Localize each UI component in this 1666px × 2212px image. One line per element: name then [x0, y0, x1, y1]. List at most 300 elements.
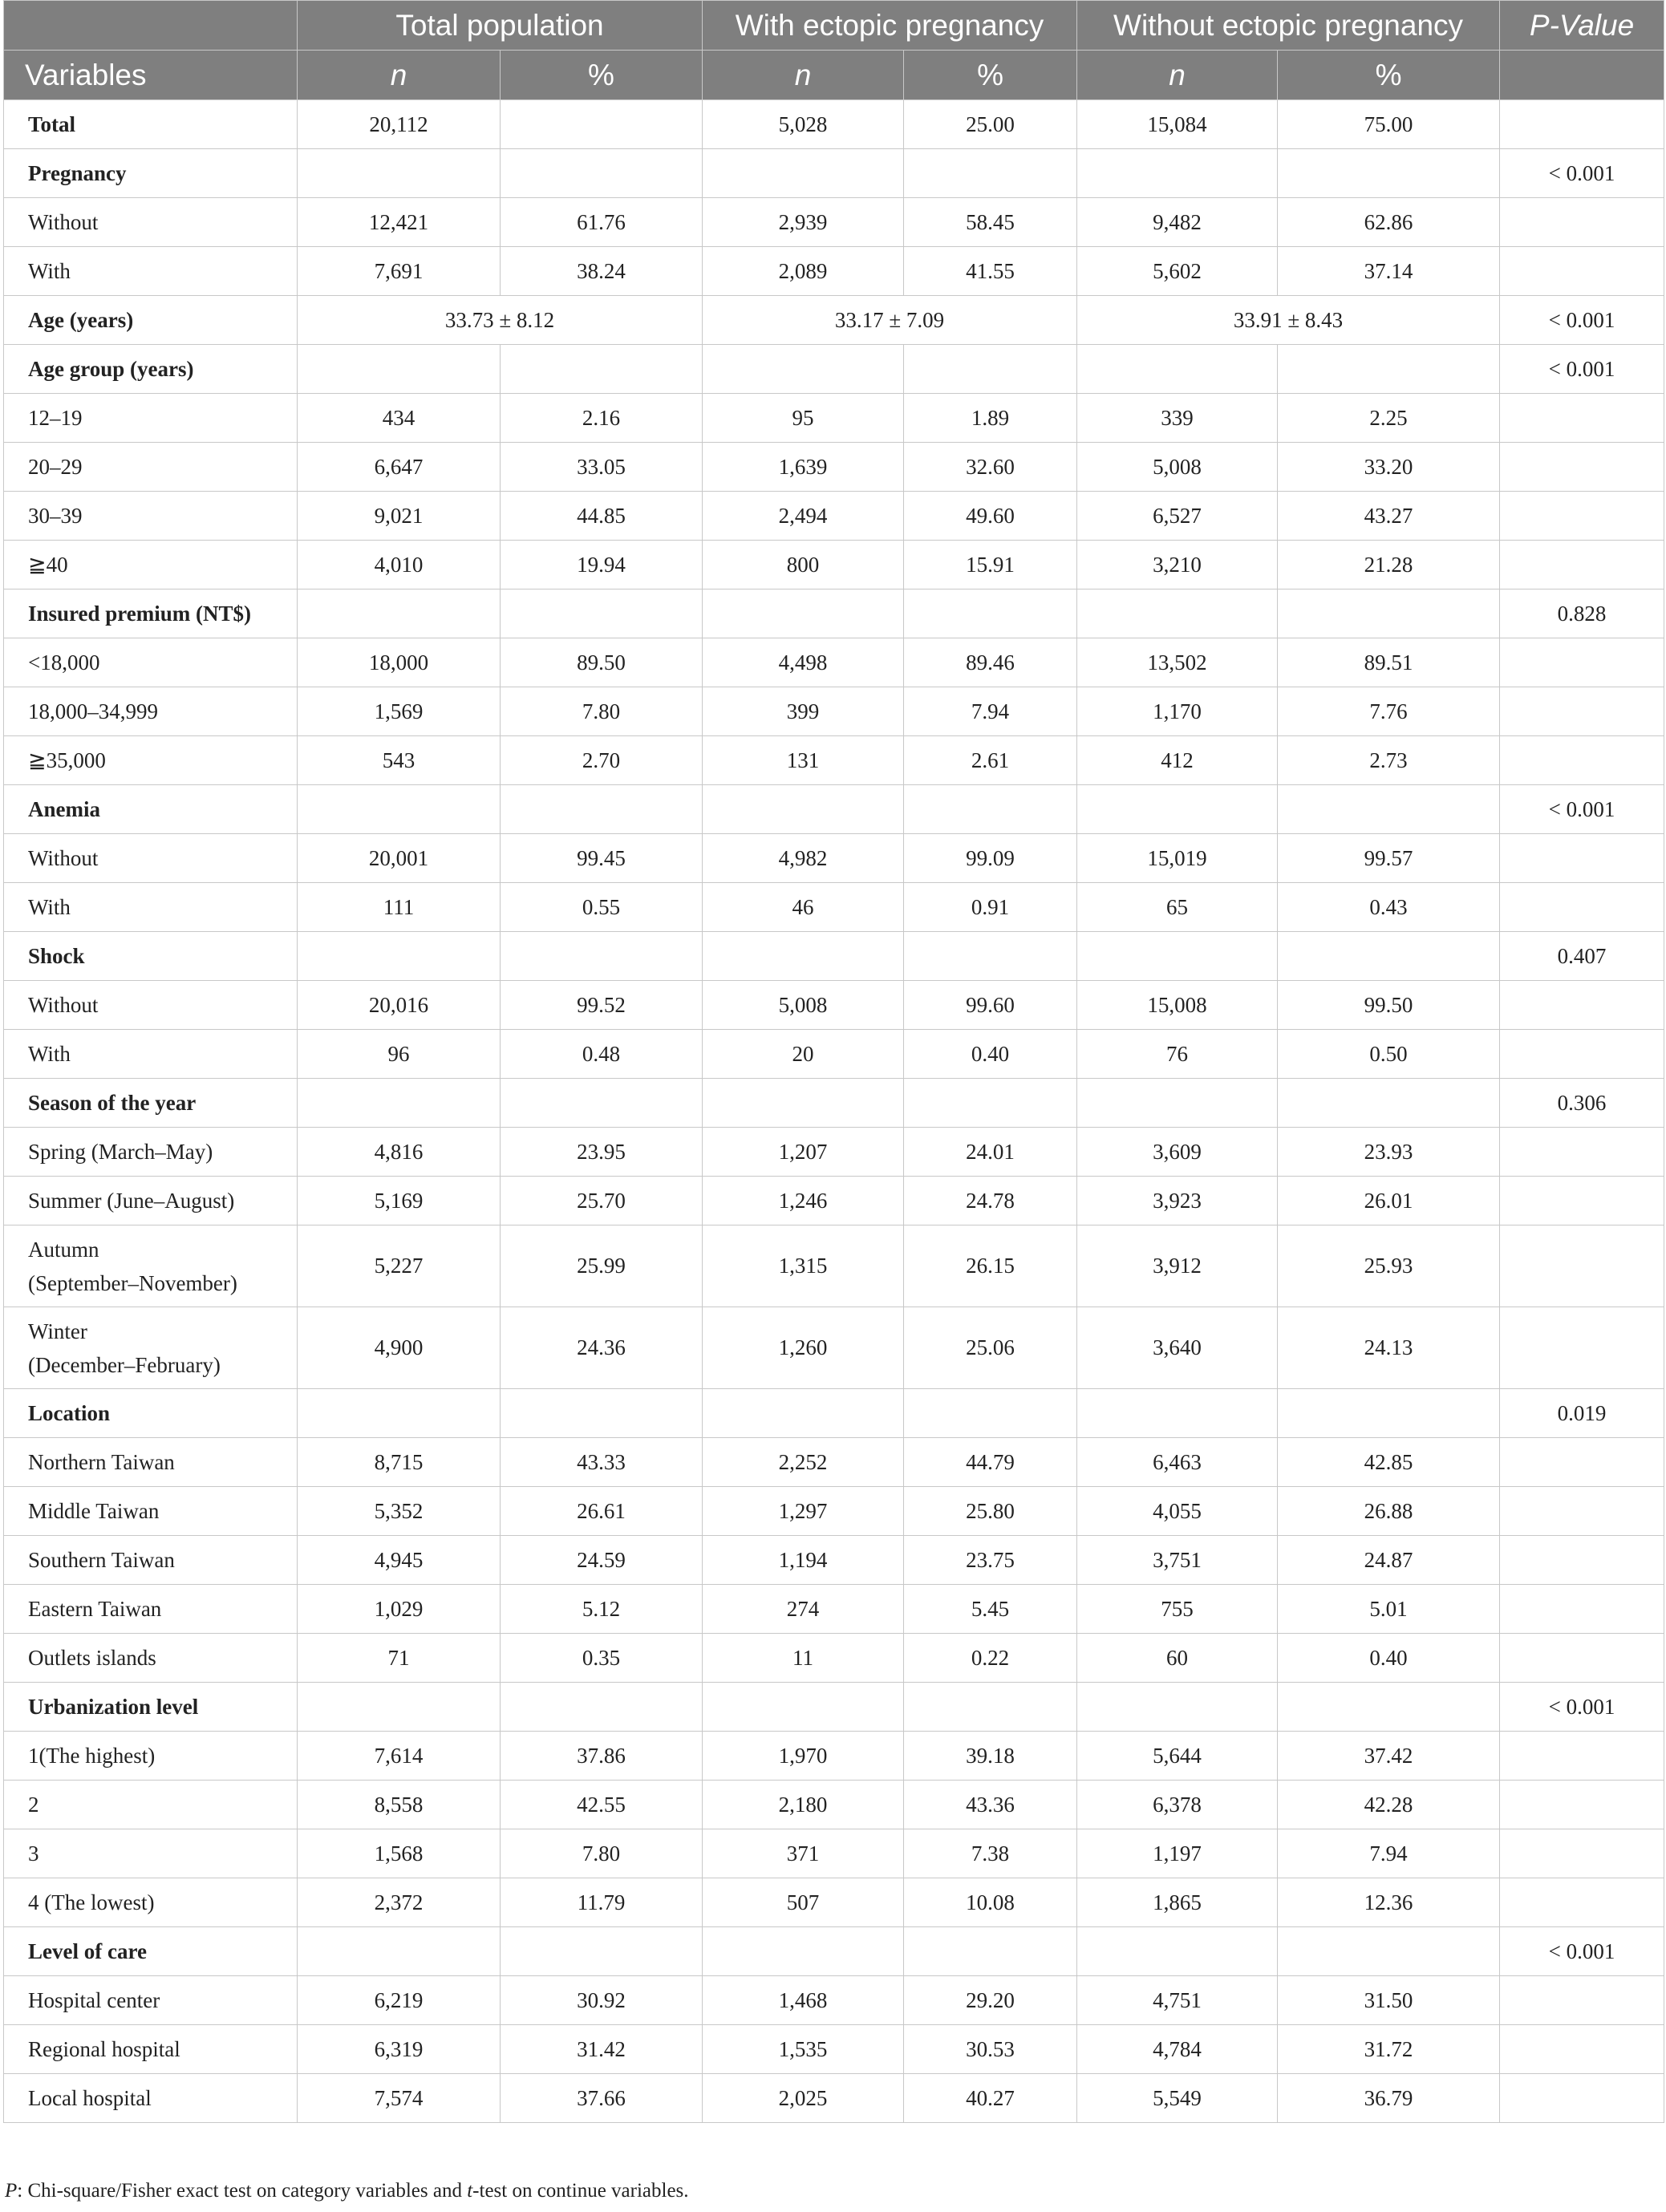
- header-n: n: [1077, 51, 1278, 100]
- value-cell: 0.35: [501, 1634, 703, 1683]
- row-label: Age group (years): [4, 345, 298, 394]
- table-row: [4, 1438, 1664, 1487]
- header-percent: %: [904, 51, 1077, 100]
- row-label: With: [4, 247, 298, 296]
- value-cell: 24.59: [501, 1536, 703, 1585]
- value-cell: 37.86: [501, 1732, 703, 1781]
- value-cell: 1,246: [703, 1177, 904, 1226]
- value-cell: [501, 345, 703, 394]
- value-cell: 43.33: [501, 1438, 703, 1487]
- value-cell: 507: [703, 1878, 904, 1927]
- value-cell: 339: [1077, 394, 1278, 443]
- value-cell: 5,028: [703, 100, 904, 149]
- value-cell: [298, 345, 501, 394]
- value-cell: 111: [298, 883, 501, 932]
- p-value-cell: [1500, 1438, 1664, 1487]
- table-row: [4, 785, 1664, 834]
- table-row: [4, 1927, 1664, 1976]
- value-cell: 19.94: [501, 541, 703, 589]
- value-cell: 43.36: [904, 1781, 1077, 1829]
- row-label: Spring (March–May): [4, 1128, 298, 1177]
- table-row: [4, 198, 1664, 247]
- value-cell: 0.55: [501, 883, 703, 932]
- value-cell: [904, 1079, 1077, 1128]
- p-value-cell: [1500, 1781, 1664, 1829]
- value-cell: 7.80: [501, 687, 703, 736]
- value-cell: [501, 149, 703, 198]
- row-label: [4, 1307, 298, 1389]
- table-row: [4, 834, 1664, 883]
- p-value-cell: 0.407: [1500, 932, 1664, 981]
- value-cell: 42.85: [1278, 1438, 1500, 1487]
- value-cell: 25.70: [501, 1177, 703, 1226]
- value-cell: 6,527: [1077, 492, 1278, 541]
- header-with-ectopic: With ectopic pregnancy: [703, 1, 1077, 51]
- value-cell: 3,751: [1077, 1536, 1278, 1585]
- value-cell: [1278, 1389, 1500, 1438]
- value-cell: 13,502: [1077, 638, 1278, 687]
- header-row-1: [4, 1, 1664, 51]
- table-row: [4, 492, 1664, 541]
- value-cell: 1,194: [703, 1536, 904, 1585]
- value-cell: 5,549: [1077, 2074, 1278, 2123]
- row-label: Location: [4, 1389, 298, 1438]
- value-cell: 1,535: [703, 2025, 904, 2074]
- header-without-ectopic: Without ectopic pregnancy: [1077, 1, 1500, 51]
- table-row: [4, 1634, 1664, 1683]
- value-cell: 2,494: [703, 492, 904, 541]
- p-value-cell: [1500, 247, 1664, 296]
- value-cell: 5,227: [298, 1226, 501, 1307]
- value-cell: 3,609: [1077, 1128, 1278, 1177]
- row-label: Anemia: [4, 785, 298, 834]
- p-value-cell: < 0.001: [1500, 785, 1664, 834]
- p-value-cell: 0.828: [1500, 589, 1664, 638]
- table-row: [4, 932, 1664, 981]
- value-cell: 42.28: [1278, 1781, 1500, 1829]
- value-cell: [1278, 932, 1500, 981]
- value-cell: 4,816: [298, 1128, 501, 1177]
- value-cell: [298, 1927, 501, 1976]
- value-cell: 1,568: [298, 1829, 501, 1878]
- value-cell: 5,352: [298, 1487, 501, 1536]
- value-cell: 99.57: [1278, 834, 1500, 883]
- p-value-cell: [1500, 883, 1664, 932]
- row-label: Southern Taiwan: [4, 1536, 298, 1585]
- value-cell: 7.76: [1278, 687, 1500, 736]
- table-row: [4, 1177, 1664, 1226]
- value-cell: 434: [298, 394, 501, 443]
- table-row: [4, 1487, 1664, 1536]
- value-cell: 2,089: [703, 247, 904, 296]
- row-label: Local hospital: [4, 2074, 298, 2123]
- row-label-line: Winter: [28, 1319, 87, 1343]
- value-cell: [703, 149, 904, 198]
- value-cell: [1077, 932, 1278, 981]
- row-label: 18,000–34,999: [4, 687, 298, 736]
- value-cell: 274: [703, 1585, 904, 1634]
- value-cell: 9,021: [298, 492, 501, 541]
- p-value-cell: [1500, 1829, 1664, 1878]
- value-cell: 21.28: [1278, 541, 1500, 589]
- value-cell: 1,865: [1077, 1878, 1278, 1927]
- value-cell: [703, 1079, 904, 1128]
- value-cell: 44.79: [904, 1438, 1077, 1487]
- value-cell: [1077, 345, 1278, 394]
- value-cell: 6,647: [298, 443, 501, 492]
- value-cell: 41.55: [904, 247, 1077, 296]
- value-cell: 26.01: [1278, 1177, 1500, 1226]
- p-value-cell: [1500, 736, 1664, 785]
- value-cell: 33.20: [1278, 443, 1500, 492]
- value-cell: [1077, 1079, 1278, 1128]
- header-p-value: P-Value: [1500, 1, 1664, 51]
- value-cell: 7,574: [298, 2074, 501, 2123]
- value-cell: 49.60: [904, 492, 1077, 541]
- value-cell: 7.38: [904, 1829, 1077, 1878]
- value-cell: 11: [703, 1634, 904, 1683]
- value-cell: 24.87: [1278, 1536, 1500, 1585]
- table-body: [4, 100, 1664, 2123]
- value-cell: 8,715: [298, 1438, 501, 1487]
- value-cell: 7.80: [501, 1829, 703, 1878]
- value-cell: [1077, 1389, 1278, 1438]
- p-value-cell: [1500, 1732, 1664, 1781]
- value-cell: 0.50: [1278, 1030, 1500, 1079]
- value-cell: 3,912: [1077, 1226, 1278, 1307]
- row-label: ≧40: [4, 541, 298, 589]
- row-label: Hospital center: [4, 1976, 298, 2025]
- header-percent: %: [1278, 51, 1500, 100]
- table-row: [4, 687, 1664, 736]
- row-label: Eastern Taiwan: [4, 1585, 298, 1634]
- table-row: [4, 100, 1664, 149]
- table-row: [4, 541, 1664, 589]
- row-label: With: [4, 1030, 298, 1079]
- row-label: [4, 1226, 298, 1307]
- value-cell: 131: [703, 736, 904, 785]
- value-cell: 99.45: [501, 834, 703, 883]
- table-row: [4, 1683, 1664, 1732]
- value-cell: 24.13: [1278, 1307, 1500, 1389]
- value-cell: 33.05: [501, 443, 703, 492]
- value-cell: [703, 932, 904, 981]
- value-cell: 4,784: [1077, 2025, 1278, 2074]
- value-cell: 39.18: [904, 1732, 1077, 1781]
- p-value-cell: [1500, 1487, 1664, 1536]
- p-value-cell: [1500, 1030, 1664, 1079]
- table-row: [4, 1307, 1664, 1389]
- row-label: Age (years): [4, 296, 298, 345]
- value-cell: 26.88: [1278, 1487, 1500, 1536]
- value-cell: 37.42: [1278, 1732, 1500, 1781]
- merged-value-cell: 33.73 ± 8.12: [298, 296, 703, 345]
- p-value-cell: [1500, 1226, 1664, 1307]
- value-cell: 2,025: [703, 2074, 904, 2123]
- value-cell: 15.91: [904, 541, 1077, 589]
- row-label: Summer (June–August): [4, 1177, 298, 1226]
- value-cell: [298, 589, 501, 638]
- value-cell: 40.27: [904, 2074, 1077, 2123]
- p-value-cell: 0.019: [1500, 1389, 1664, 1438]
- table-row: [4, 1389, 1664, 1438]
- row-label: Without: [4, 981, 298, 1030]
- table-row: [4, 2025, 1664, 2074]
- value-cell: 32.60: [904, 443, 1077, 492]
- value-cell: 31.42: [501, 2025, 703, 2074]
- p-value-cell: [1500, 638, 1664, 687]
- value-cell: 36.79: [1278, 2074, 1500, 2123]
- value-cell: 20: [703, 1030, 904, 1079]
- value-cell: 0.48: [501, 1030, 703, 1079]
- table-row: [4, 981, 1664, 1030]
- p-value-cell: < 0.001: [1500, 1927, 1664, 1976]
- value-cell: 8,558: [298, 1781, 501, 1829]
- value-cell: 31.50: [1278, 1976, 1500, 2025]
- row-label: 4 (The lowest): [4, 1878, 298, 1927]
- p-value-cell: [1500, 2074, 1664, 2123]
- value-cell: 12,421: [298, 198, 501, 247]
- value-cell: 99.52: [501, 981, 703, 1030]
- p-value-cell: [1500, 1307, 1664, 1389]
- value-cell: 1,029: [298, 1585, 501, 1634]
- value-cell: [298, 149, 501, 198]
- value-cell: 30.53: [904, 2025, 1077, 2074]
- value-cell: 1,315: [703, 1226, 904, 1307]
- header-empty-cell: [4, 1, 298, 51]
- value-cell: 23.75: [904, 1536, 1077, 1585]
- value-cell: 75.00: [1278, 100, 1500, 149]
- value-cell: 15,084: [1077, 100, 1278, 149]
- value-cell: 6,219: [298, 1976, 501, 2025]
- value-cell: 44.85: [501, 492, 703, 541]
- p-value-cell: [1500, 492, 1664, 541]
- value-cell: 800: [703, 541, 904, 589]
- table-row: [4, 1732, 1664, 1781]
- merged-value-cell: 33.17 ± 7.09: [703, 296, 1077, 345]
- value-cell: [1278, 1683, 1500, 1732]
- p-value-cell: [1500, 394, 1664, 443]
- p-value-cell: [1500, 541, 1664, 589]
- value-cell: 30.92: [501, 1976, 703, 2025]
- value-cell: 6,463: [1077, 1438, 1278, 1487]
- value-cell: 1,468: [703, 1976, 904, 2025]
- p-value-cell: [1500, 1878, 1664, 1927]
- value-cell: 38.24: [501, 247, 703, 296]
- value-cell: [298, 1389, 501, 1438]
- value-cell: 2,180: [703, 1781, 904, 1829]
- row-label: Total: [4, 100, 298, 149]
- header-row-2: [4, 51, 1664, 100]
- value-cell: [1278, 1927, 1500, 1976]
- value-cell: 37.14: [1278, 247, 1500, 296]
- row-label: 30–39: [4, 492, 298, 541]
- footnote-text-b: -test on continue variables.: [472, 2180, 689, 2202]
- table-row: [4, 1976, 1664, 2025]
- value-cell: [1278, 589, 1500, 638]
- value-cell: 7.94: [1278, 1829, 1500, 1878]
- value-cell: 2,372: [298, 1878, 501, 1927]
- value-cell: 18,000: [298, 638, 501, 687]
- value-cell: 62.86: [1278, 198, 1500, 247]
- value-cell: 1,569: [298, 687, 501, 736]
- value-cell: 399: [703, 687, 904, 736]
- table-row: [4, 589, 1664, 638]
- value-cell: 15,019: [1077, 834, 1278, 883]
- value-cell: 1,260: [703, 1307, 904, 1389]
- value-cell: 2.16: [501, 394, 703, 443]
- value-cell: [501, 1389, 703, 1438]
- value-cell: [1077, 589, 1278, 638]
- table-row: [4, 1030, 1664, 1079]
- p-value-cell: [1500, 1634, 1664, 1683]
- value-cell: 3,210: [1077, 541, 1278, 589]
- value-cell: 89.50: [501, 638, 703, 687]
- p-value-cell: < 0.001: [1500, 345, 1664, 394]
- row-label: Pregnancy: [4, 149, 298, 198]
- value-cell: 23.93: [1278, 1128, 1500, 1177]
- value-cell: 25.80: [904, 1487, 1077, 1536]
- value-cell: 2.70: [501, 736, 703, 785]
- header-empty-cell: [1500, 51, 1664, 100]
- p-value-cell: < 0.001: [1500, 296, 1664, 345]
- p-value-cell: [1500, 687, 1664, 736]
- value-cell: 1,639: [703, 443, 904, 492]
- value-cell: 7.94: [904, 687, 1077, 736]
- header-n: n: [703, 51, 904, 100]
- value-cell: 4,945: [298, 1536, 501, 1585]
- value-cell: 96: [298, 1030, 501, 1079]
- row-label: 12–19: [4, 394, 298, 443]
- table-row: [4, 1829, 1664, 1878]
- value-cell: 0.40: [1278, 1634, 1500, 1683]
- value-cell: 10.08: [904, 1878, 1077, 1927]
- value-cell: 76: [1077, 1030, 1278, 1079]
- value-cell: [904, 1927, 1077, 1976]
- row-label: With: [4, 883, 298, 932]
- value-cell: [703, 1927, 904, 1976]
- value-cell: [1077, 1683, 1278, 1732]
- table-row: [4, 247, 1664, 296]
- value-cell: 5,169: [298, 1177, 501, 1226]
- p-value-cell: [1500, 981, 1664, 1030]
- value-cell: [904, 345, 1077, 394]
- value-cell: 5,644: [1077, 1732, 1278, 1781]
- value-cell: 1.89: [904, 394, 1077, 443]
- value-cell: [1077, 149, 1278, 198]
- row-label: Without: [4, 198, 298, 247]
- value-cell: 5,008: [1077, 443, 1278, 492]
- value-cell: [703, 785, 904, 834]
- value-cell: [501, 100, 703, 149]
- row-label: Northern Taiwan: [4, 1438, 298, 1487]
- value-cell: 3,923: [1077, 1177, 1278, 1226]
- value-cell: 1,970: [703, 1732, 904, 1781]
- value-cell: [904, 785, 1077, 834]
- value-cell: [1278, 149, 1500, 198]
- value-cell: 89.46: [904, 638, 1077, 687]
- table-row: [4, 296, 1664, 345]
- value-cell: 42.55: [501, 1781, 703, 1829]
- p-value-cell: [1500, 1177, 1664, 1226]
- footnote-text-a: : Chi-square/Fisher exact test on category variables and: [17, 2180, 468, 2202]
- value-cell: 6,319: [298, 2025, 501, 2074]
- table-header: [4, 1, 1664, 100]
- value-cell: [501, 1927, 703, 1976]
- row-label: Level of care: [4, 1927, 298, 1976]
- value-cell: 0.40: [904, 1030, 1077, 1079]
- value-cell: [298, 785, 501, 834]
- table-row: [4, 736, 1664, 785]
- p-value-cell: [1500, 1976, 1664, 2025]
- row-label: Middle Taiwan: [4, 1487, 298, 1536]
- table-row: [4, 149, 1664, 198]
- value-cell: 4,982: [703, 834, 904, 883]
- value-cell: 29.20: [904, 1976, 1077, 2025]
- value-cell: 46: [703, 883, 904, 932]
- value-cell: [501, 589, 703, 638]
- value-cell: 11.79: [501, 1878, 703, 1927]
- table-row: [4, 345, 1664, 394]
- p-value-cell: [1500, 100, 1664, 149]
- value-cell: 755: [1077, 1585, 1278, 1634]
- value-cell: 61.76: [501, 198, 703, 247]
- value-cell: 26.15: [904, 1226, 1077, 1307]
- value-cell: 5.45: [904, 1585, 1077, 1634]
- data-table: [3, 0, 1664, 2123]
- value-cell: 24.36: [501, 1307, 703, 1389]
- p-value-cell: [1500, 834, 1664, 883]
- table-row: [4, 638, 1664, 687]
- p-value-cell: [1500, 1585, 1664, 1634]
- value-cell: 3,640: [1077, 1307, 1278, 1389]
- header-total-population: Total population: [298, 1, 703, 51]
- value-cell: 25.99: [501, 1226, 703, 1307]
- value-cell: 9,482: [1077, 198, 1278, 247]
- value-cell: 543: [298, 736, 501, 785]
- value-cell: [703, 1683, 904, 1732]
- value-cell: [703, 345, 904, 394]
- value-cell: 99.09: [904, 834, 1077, 883]
- value-cell: [904, 1389, 1077, 1438]
- value-cell: 99.60: [904, 981, 1077, 1030]
- value-cell: 20,016: [298, 981, 501, 1030]
- table-row: [4, 1585, 1664, 1634]
- value-cell: 1,297: [703, 1487, 904, 1536]
- row-label: 3: [4, 1829, 298, 1878]
- value-cell: [904, 149, 1077, 198]
- value-cell: 89.51: [1278, 638, 1500, 687]
- row-label-line: Autumn: [28, 1237, 99, 1262]
- value-cell: [703, 1389, 904, 1438]
- value-cell: 26.61: [501, 1487, 703, 1536]
- row-label-line: (December–February): [28, 1352, 221, 1377]
- value-cell: [298, 1683, 501, 1732]
- value-cell: 1,207: [703, 1128, 904, 1177]
- value-cell: 4,751: [1077, 1976, 1278, 2025]
- value-cell: 2.73: [1278, 736, 1500, 785]
- value-cell: 4,055: [1077, 1487, 1278, 1536]
- table-row: [4, 1128, 1664, 1177]
- value-cell: 20,112: [298, 100, 501, 149]
- row-label: Season of the year: [4, 1079, 298, 1128]
- value-cell: 412: [1077, 736, 1278, 785]
- footnote-p: P: [5, 2180, 18, 2202]
- value-cell: [298, 932, 501, 981]
- value-cell: 31.72: [1278, 2025, 1500, 2074]
- footnote: [5, 2180, 689, 2202]
- value-cell: 2.61: [904, 736, 1077, 785]
